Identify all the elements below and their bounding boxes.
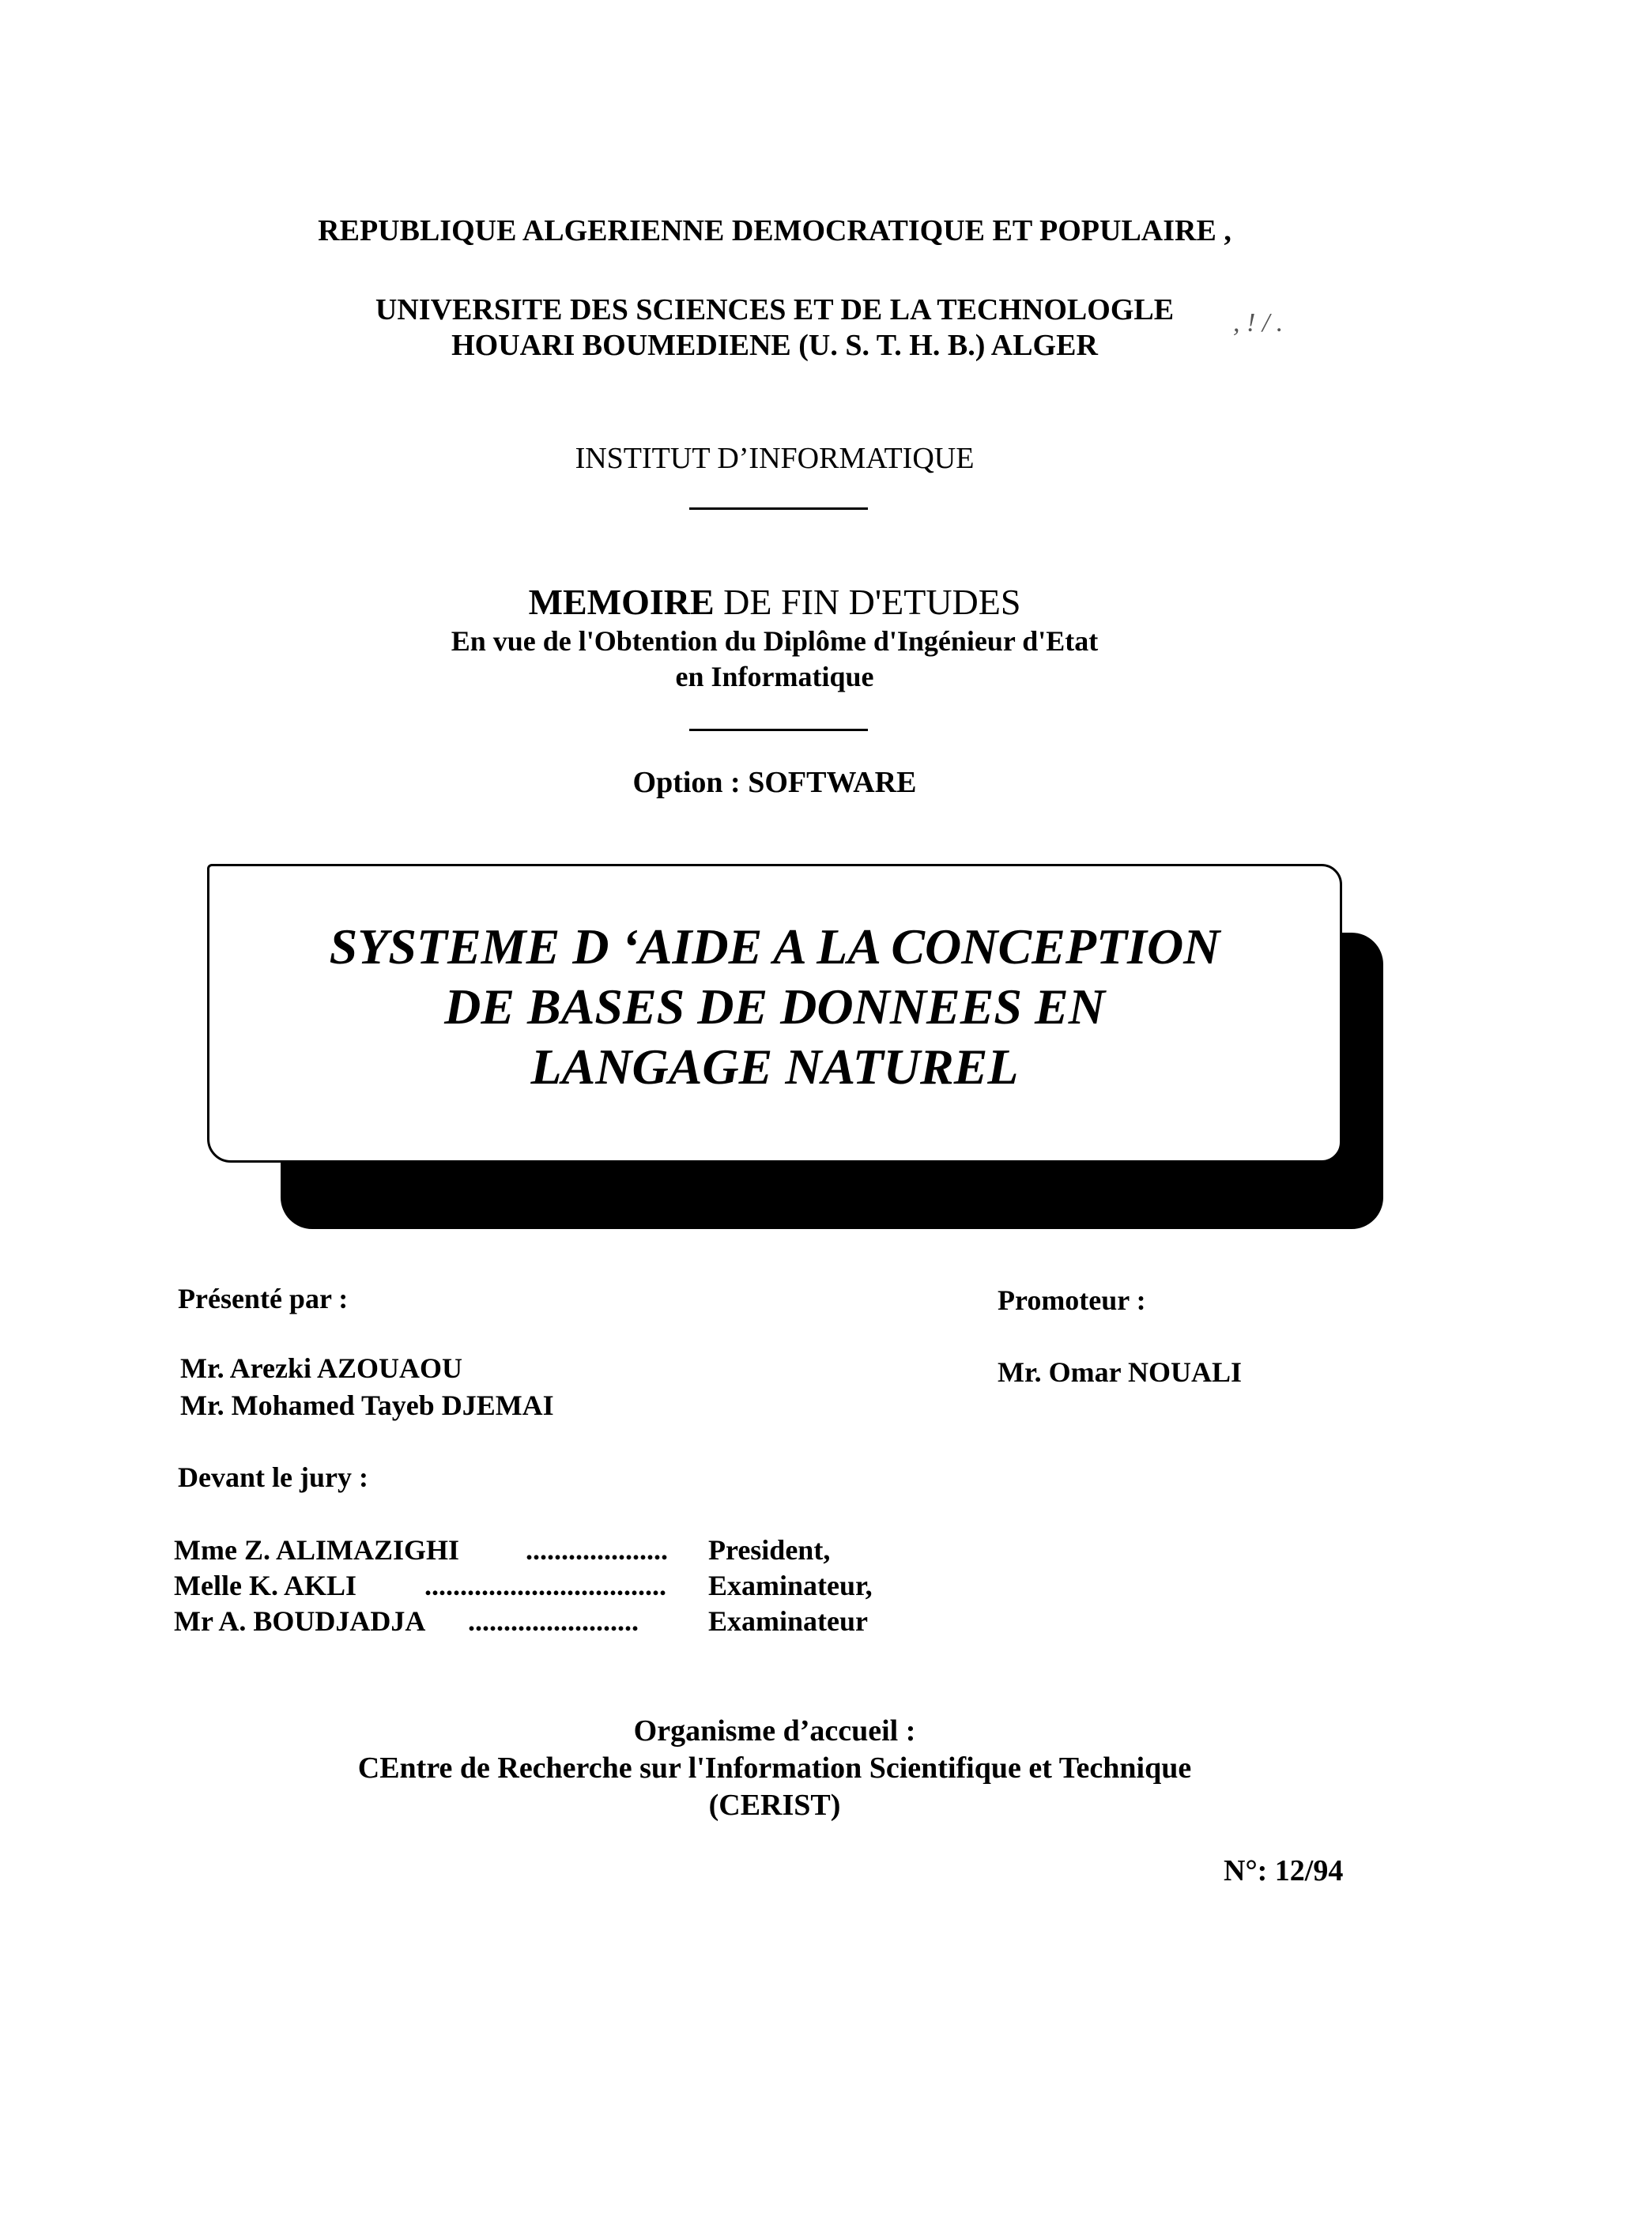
jury-member-name-2: Melle K. AKLI: [174, 1570, 356, 1601]
author-name-2: Mr. Mohamed Tayeb DJEMAI: [180, 1389, 554, 1421]
thesis-title: [207, 917, 1342, 1097]
jury-leader-dots-2: ..................................: [424, 1570, 666, 1601]
jury-member-role-2: Examinateur,: [708, 1570, 873, 1601]
diploma-purpose: En vue de l'Obtention du Diplôme d'Ingénieur d'Etat: [451, 625, 1099, 657]
institute-heading: INSTITUT D’INFORMATIQUE: [575, 442, 975, 475]
title-line-1: SYSTEME D ‘AIDE A LA CONCEPTION: [329, 918, 1220, 975]
author-name-1: Mr. Arezki AZOUAOU: [180, 1352, 462, 1384]
jury-member-role-1: President,: [708, 1534, 831, 1566]
jury-leader-dots-3: ........................: [468, 1605, 639, 1637]
host-acronym: (CERIST): [708, 1789, 841, 1822]
jury-leader-dots-1: ....................: [526, 1534, 668, 1566]
university-line-2: HOUARI BOUMEDIENE (U. S. T. H. B.) ALGER: [451, 329, 1098, 362]
jury-member-role-3: Examinateur: [708, 1605, 868, 1637]
supervisor-name: Mr. Omar NOUALI: [998, 1356, 1242, 1388]
diploma-field: en Informatique: [675, 661, 874, 692]
option-line: Option : SOFTWARE: [632, 766, 917, 799]
authors-label: Présenté par :: [178, 1283, 349, 1314]
memoire-rest: DE FIN D'ETUDES: [714, 582, 1021, 622]
memoire-heading: [0, 581, 1549, 623]
jury-member-name-1: Mme Z. ALIMAZIGHI: [174, 1534, 460, 1566]
host-name: CEntre de Recherche sur l'Information Scientifique et Technique: [357, 1751, 1192, 1785]
host-label: Organisme d’accueil :: [633, 1714, 916, 1748]
document-number: N°: 12/94: [1224, 1854, 1344, 1887]
university-line-1: UNIVERSITE DES SCIENCES ET DE LA TECHNOLOGLE: [375, 293, 1175, 326]
divider-rule-1: [689, 507, 868, 510]
republic-heading: REPUBLIQUE ALGERIENNE DEMOCRATIQUE ET POPULAIRE ,: [318, 214, 1231, 247]
jury-member-name-3: Mr A. BOUDJADJA: [174, 1605, 426, 1637]
title-line-3: LANGAGE NATUREL: [530, 1039, 1019, 1095]
title-line-2: DE BASES DE DONNEES EN: [444, 978, 1105, 1035]
handwritten-mark: , ! / .: [1233, 308, 1284, 337]
divider-rule-2: [689, 729, 868, 731]
memoire-word: MEMOIRE: [528, 582, 715, 622]
jury-label: Devant le jury :: [178, 1461, 368, 1493]
supervisor-label: Promoteur :: [998, 1284, 1146, 1316]
